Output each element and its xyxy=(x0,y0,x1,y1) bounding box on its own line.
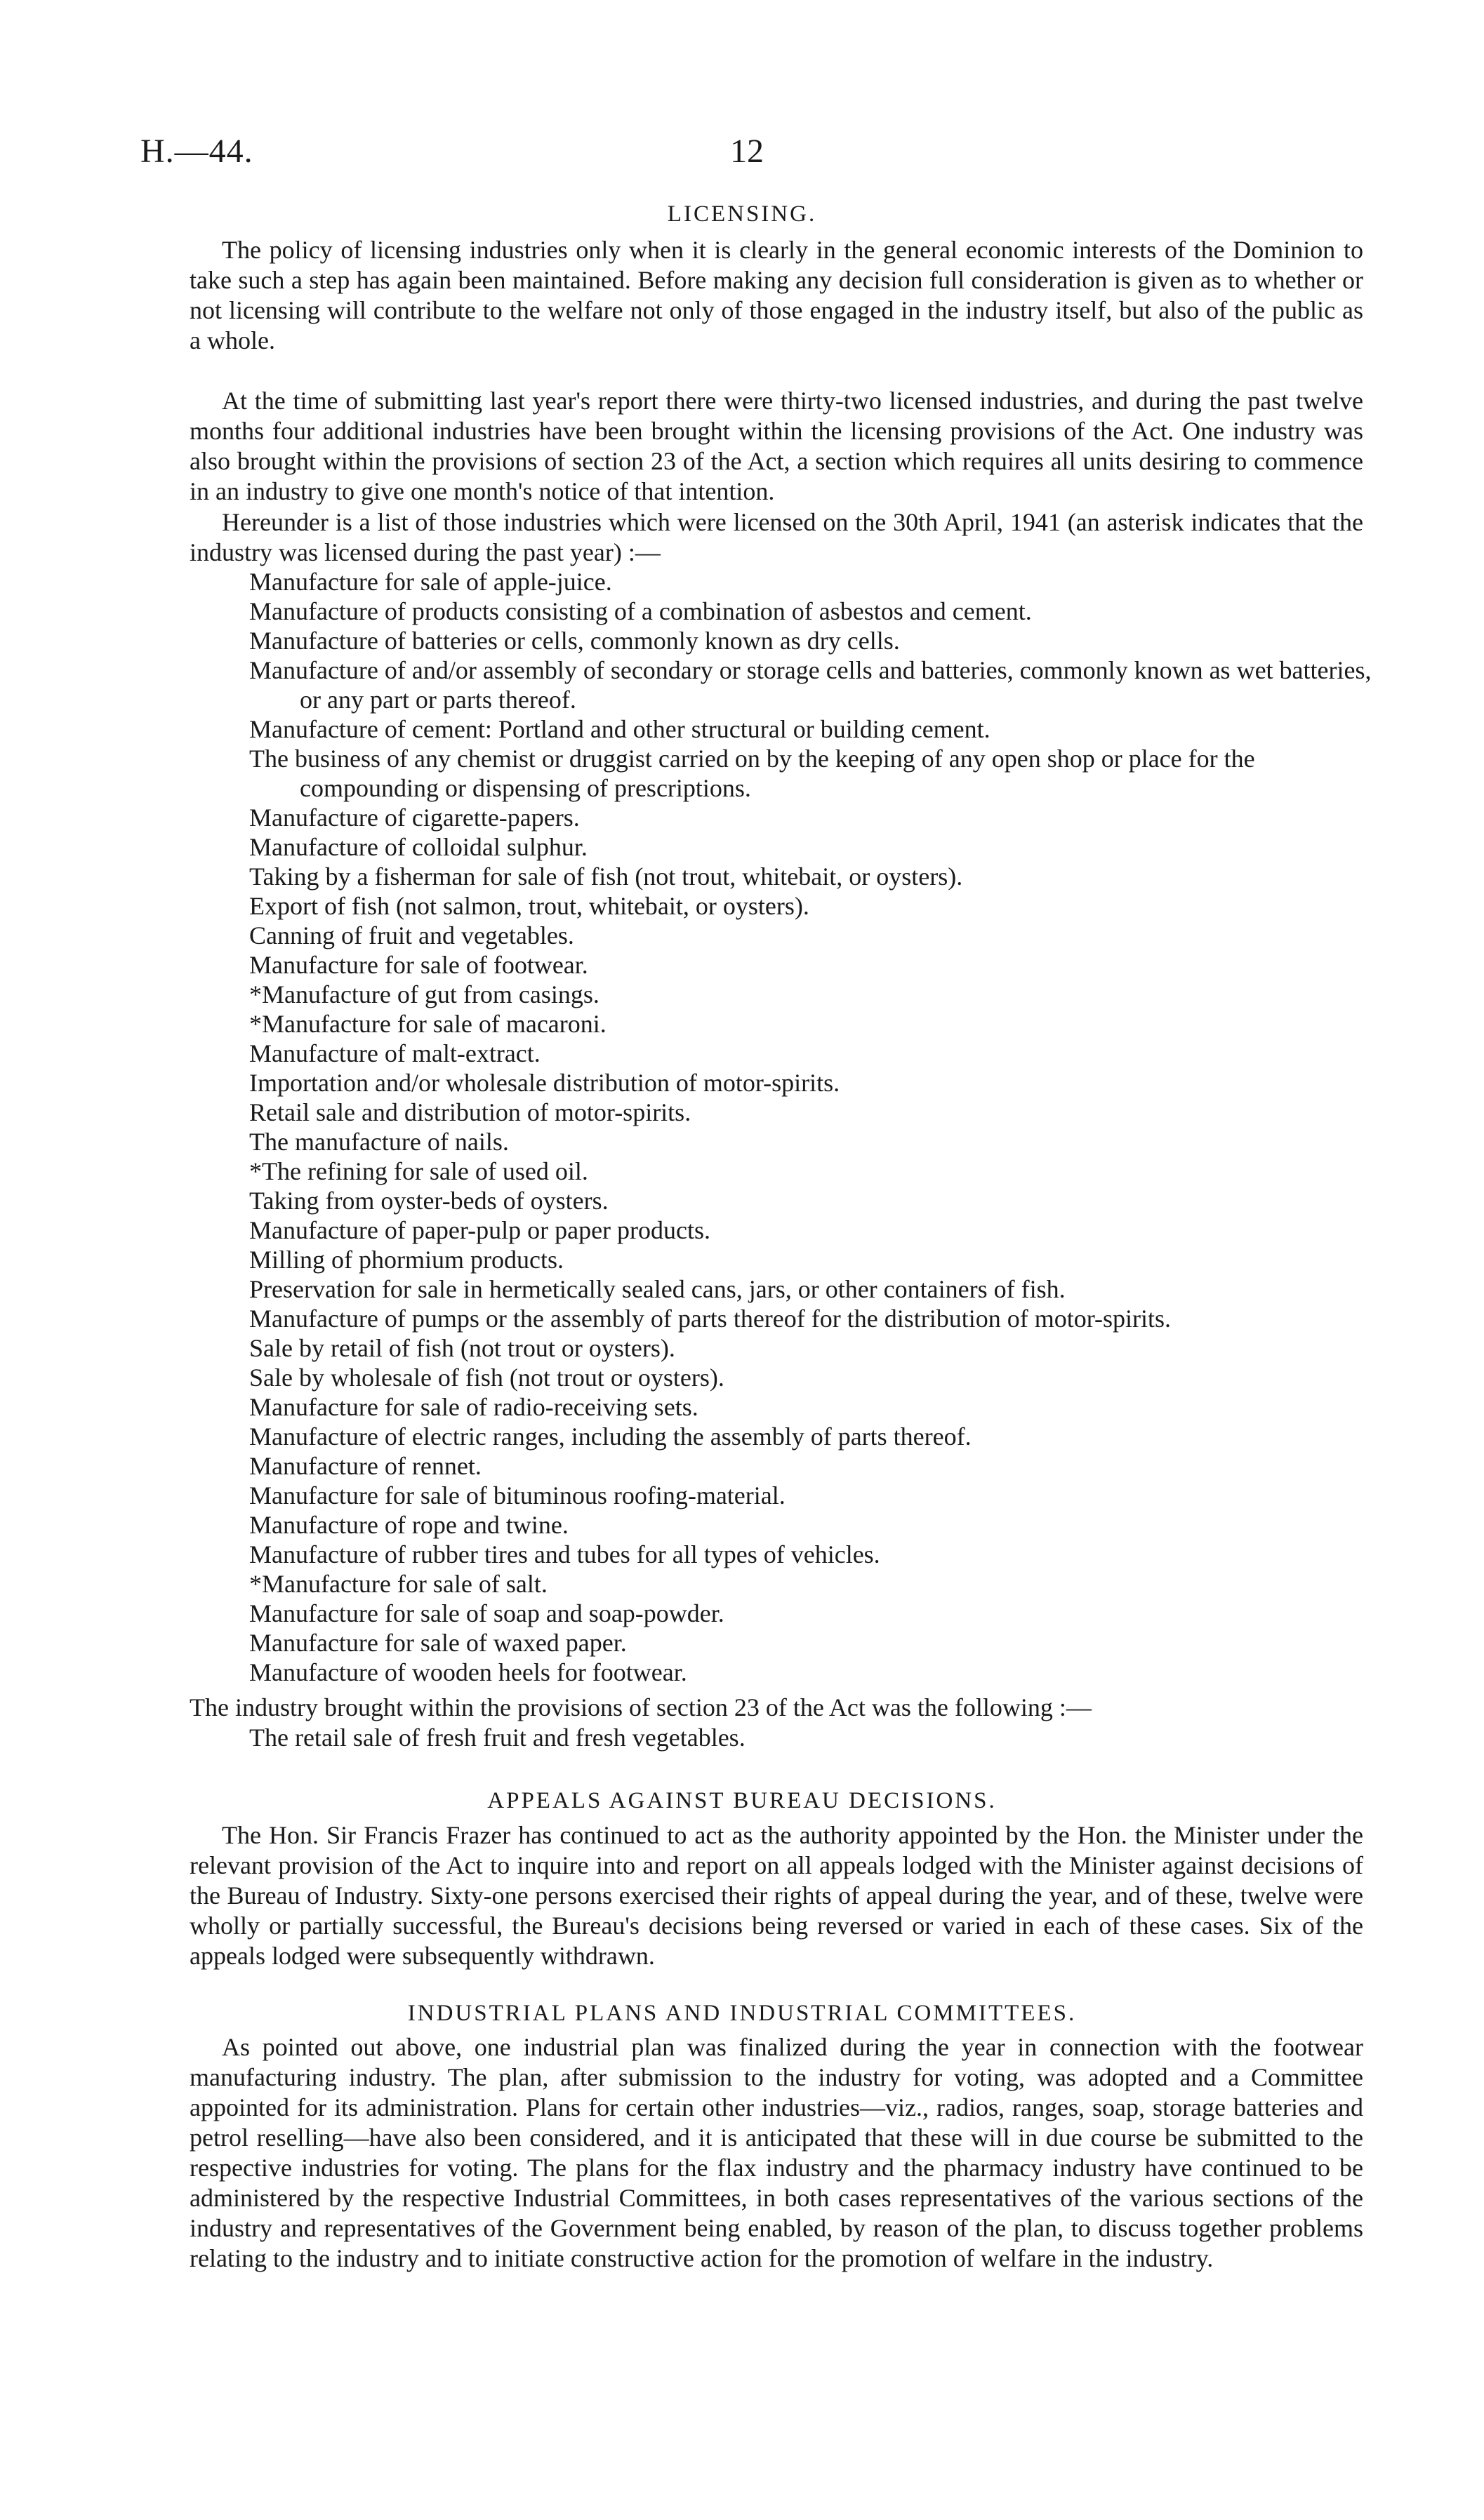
list-item: Manufacture for sale of footwear. xyxy=(249,951,588,979)
list-item: Manufacture of pumps or the assembly of parts thereof for the distribution of motor-spirits. xyxy=(249,1305,1171,1333)
list-item: Manufacture for sale of soap and soap-powder. xyxy=(249,1599,724,1627)
list-item: Preservation for sale in hermetically sealed cans, jars, or other containers of fish. xyxy=(249,1275,1066,1303)
section-23-intro: The industry brought within the provisions of section 23 of the Act was the following :— xyxy=(190,1693,1092,1721)
list-item: Manufacture of batteries or cells, commonly known as dry cells. xyxy=(249,627,900,655)
list-item: Manufacture of electric ranges, including the assembly of parts thereof. xyxy=(249,1422,972,1451)
licensing-paragraph-3-text: Hereunder is a list of those industries which were licensed on the 30th April, 1941 (an asterisk indicates that the industry was licensed during the past year) :— xyxy=(190,508,1363,566)
list-item: Manufacture of cement: Portland and other structural or building cement. xyxy=(249,715,991,743)
list-item: Importation and/or wholesale distribution of motor-spirits. xyxy=(249,1069,840,1097)
industrial-plans-paragraph xyxy=(190,2032,1363,2274)
list-item: Sale by wholesale of fish (not trout or oysters). xyxy=(249,1364,724,1392)
list-item: The business of any chemist or druggist carried on by the keeping of any open shop or place for the compounding or dispensing of prescriptions. xyxy=(249,745,1255,802)
list-item: Manufacture of wooden heels for footwear. xyxy=(249,1658,687,1686)
list-item: Manufacture for sale of waxed paper. xyxy=(249,1629,627,1657)
list-item: Manufacture of malt-extract. xyxy=(249,1039,541,1067)
industrial-plans-paragraph-text: As pointed out above, one industrial plan was finalized during the year in connection with the footwear manufacturing industry. The plan, after submission to the industry for voting, was adopted and a Committee appointed for its administration. Plans for certain other industries—viz., radios, ranges, soap, storage batteries and petrol reselling—have also been considered, and it is anticipated that these will in due course be submitted to the respective industries for voting. The plans for the flax industry and the pharmacy industry have continued to be administered by the respective Industrial Committees, in both cases representatives of the various sections of the industry and representatives of the Government being enabled, by reason of the plan, to discuss together problems relating to the industry and to initiate constructive action for the promotion of welfare in the industry. xyxy=(190,2033,1363,2272)
licensing-paragraph-1-text: The policy of licensing industries only when it is clearly in the general economic interests of the Dominion to take such a step has again been maintained. Before making any decision full consideration is given as to whether or not licensing will contribute to the welfare not only of those engaged in the industry itself, but also of the public as a whole. xyxy=(190,236,1363,354)
list-item: Export of fish (not salmon, trout, whitebait, or oysters). xyxy=(249,892,809,920)
industrial-plans-heading: INDUSTRIAL PLANS AND INDUSTRIAL COMMITTEES. xyxy=(407,2001,1077,2026)
licensing-heading: LICENSING. xyxy=(667,201,817,227)
list-item: *Manufacture for sale of salt. xyxy=(249,1570,548,1598)
list-item: Taking by a fisherman for sale of fish (not trout, whitebait, or oysters). xyxy=(249,862,963,891)
list-item: Manufacture of products consisting of a combination of asbestos and cement. xyxy=(249,597,1032,625)
list-item: Manufacture of rennet. xyxy=(249,1452,482,1480)
licensing-paragraph-2 xyxy=(190,386,1363,507)
list-item: Manufacture for sale of apple-juice. xyxy=(249,568,612,596)
appeals-heading: APPEALS AGAINST BUREAU DECISIONS. xyxy=(487,1788,997,1813)
appeals-paragraph xyxy=(190,1820,1363,1971)
list-item: Canning of fruit and vegetables. xyxy=(249,921,574,949)
list-item: *Manufacture of gut from casings. xyxy=(249,980,599,1008)
list-item: Manufacture of cigarette-papers. xyxy=(249,804,580,832)
list-item: Manufacture of paper-pulp or paper products. xyxy=(249,1216,711,1244)
licensing-paragraph-2-text: At the time of submitting last year's report there were thirty-two licensed industries, and during the past twelve months four additional industries have been brought within the licensing provisions of the Act. One industry was also brought within the provisions of section 23 of the Act, a section which requires all units desiring to commence in an industry to give one month's notice of that intention. xyxy=(190,387,1363,505)
list-item: Manufacture of rubber tires and tubes for all types of vehicles. xyxy=(249,1540,880,1568)
list-item: *Manufacture for sale of macaroni. xyxy=(249,1010,607,1038)
page-number: 12 xyxy=(730,133,764,170)
licensing-paragraph-1 xyxy=(190,235,1363,356)
licensing-paragraph-3 xyxy=(190,507,1363,568)
list-item: Manufacture for sale of bituminous roofing-material. xyxy=(249,1481,786,1509)
list-item: Manufacture for sale of radio-receiving sets. xyxy=(249,1393,698,1421)
document-reference: H.—44. xyxy=(140,133,253,170)
list-item: Retail sale and distribution of motor-spirits. xyxy=(249,1098,691,1126)
list-item: Taking from oyster-beds of oysters. xyxy=(249,1187,609,1215)
list-item: Manufacture of rope and twine. xyxy=(249,1511,569,1539)
list-item: Sale by retail of fish (not trout or oysters). xyxy=(249,1334,675,1362)
list-item: Manufacture of colloidal sulphur. xyxy=(249,833,588,861)
list-item: Manufacture of and/or assembly of secondary or storage cells and batteries, commonly known as wet batteries, or any part or parts thereof. xyxy=(249,656,1372,714)
section-23-item: The retail sale of fresh fruit and fresh vegetables. xyxy=(249,1724,746,1752)
list-item: *The refining for sale of used oil. xyxy=(249,1157,588,1185)
list-item: The manufacture of nails. xyxy=(249,1128,509,1156)
licensed-industries-list xyxy=(249,567,1372,1687)
list-item: Milling of phormium products. xyxy=(249,1246,564,1274)
appeals-paragraph-text: The Hon. Sir Francis Frazer has continued to act as the authority appointed by the Hon. the Minister under the relevant provision of the Act to inquire into and report on all appeals lodged with the Minister against decisions of the Bureau of Industry. Sixty-one persons exercised their rights of appeal during the year, and of these, twelve were wholly or partially successful, the Bureau's decisions being reversed or varied in each of these cases. Six of the appeals lodged were subsequently withdrawn. xyxy=(190,1821,1363,1970)
